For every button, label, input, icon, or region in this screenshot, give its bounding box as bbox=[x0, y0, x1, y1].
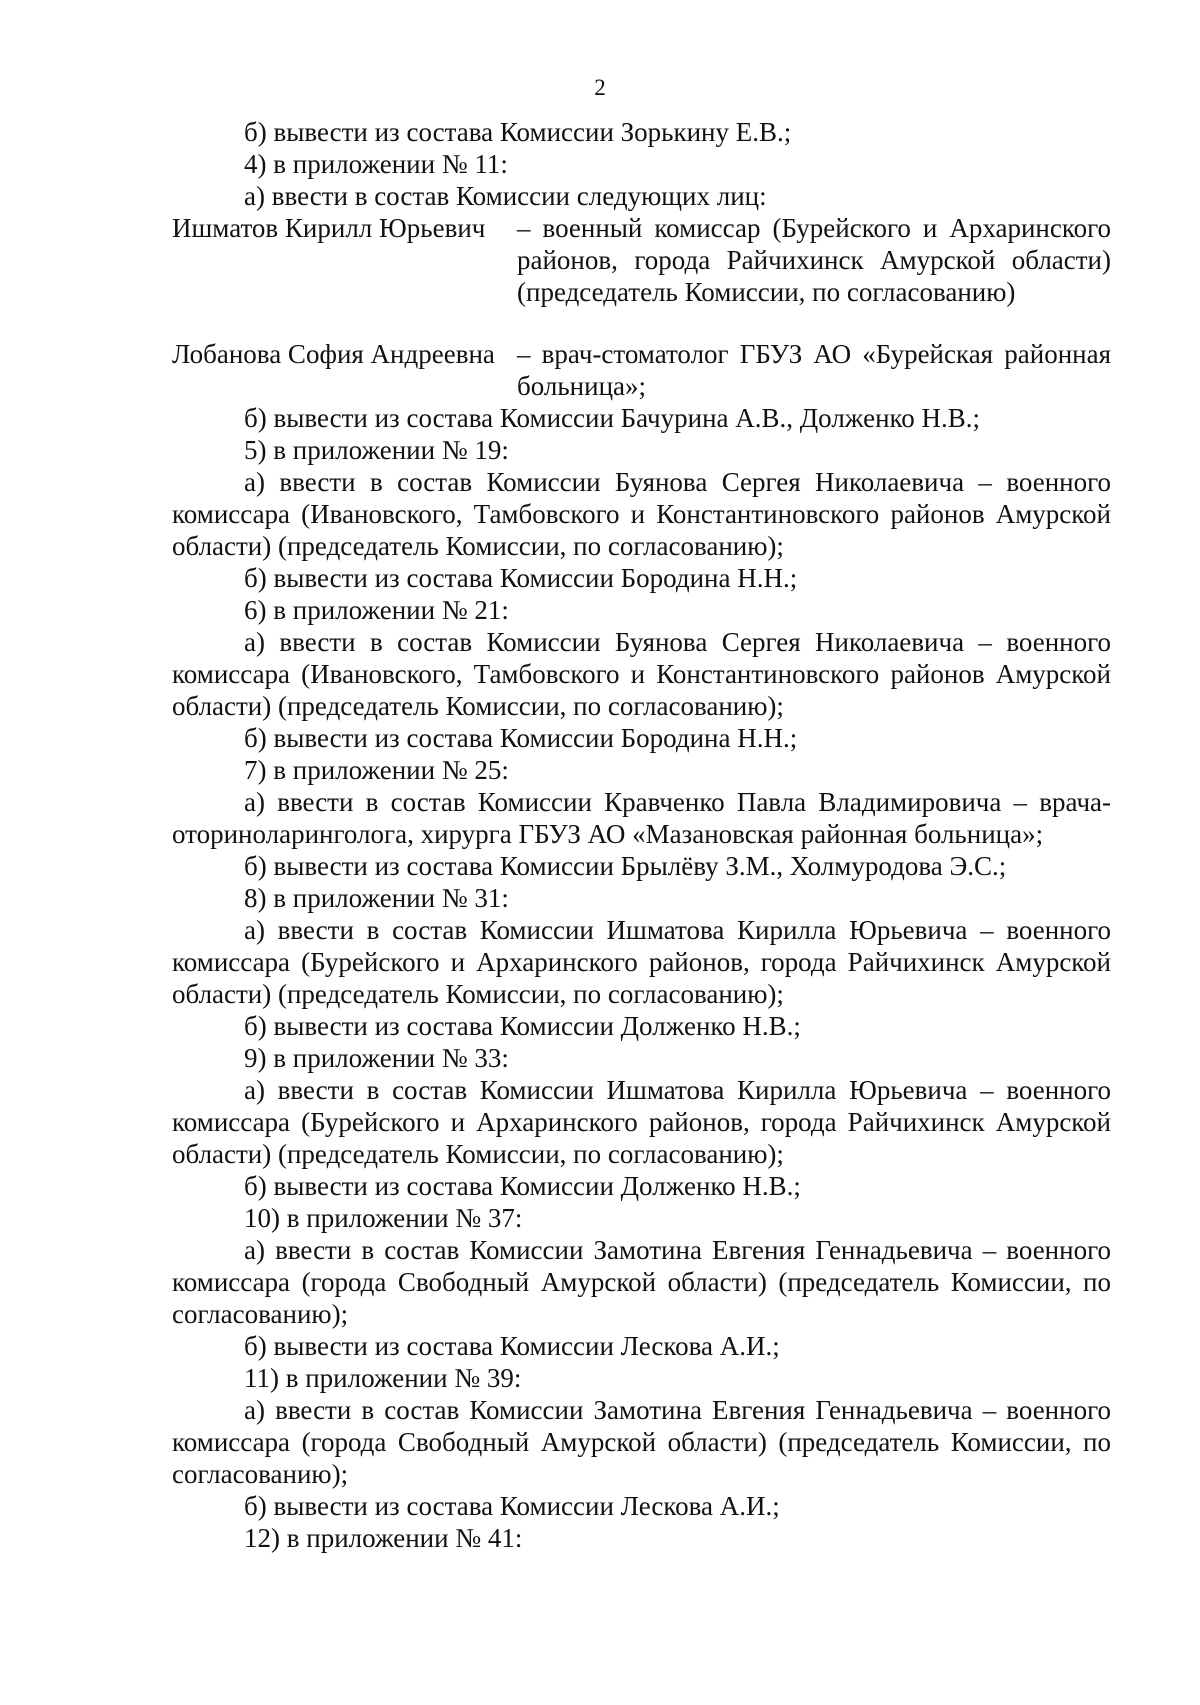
member-role: – врач-стоматолог ГБУЗ АО «Бурейская районная больница»; bbox=[517, 339, 1111, 401]
paragraph: а) ввести в состав Комиссии Буянова Сергея Николаевича – военного комиссара (Ивановского, Тамбовского и Константиновского районов Амурской области) (председатель Комиссии, по согласованию); bbox=[172, 627, 1111, 721]
paragraph: б) вывести из состава Комиссии Бородина Н.Н.; bbox=[244, 563, 798, 593]
paragraph: 10) в приложении № 37: bbox=[244, 1203, 523, 1233]
paragraph: а) ввести в состав Комиссии Буянова Сергея Николаевича – военного комиссара (Ивановского, Тамбовского и Константиновского районов Амурской области) (председатель Комиссии, по согласованию); bbox=[172, 467, 1111, 561]
member-row bbox=[172, 212, 1111, 308]
paragraph: 9) в приложении № 33: bbox=[244, 1043, 509, 1073]
paragraph: а) ввести в состав Комиссии Замотина Евгения Геннадьевича – военного комиссара (города Свободный Амурской области) (председатель Комиссии, по согласованию); bbox=[172, 1235, 1111, 1329]
paragraph: 5) в приложении № 19: bbox=[244, 435, 509, 465]
paragraph: б) вывести из состава Комиссии Бородина Н.Н.; bbox=[244, 723, 798, 753]
member-name: Ишматов Кирилл Юрьевич bbox=[172, 213, 486, 243]
page-number: 2 bbox=[594, 75, 606, 100]
spacer bbox=[172, 308, 1111, 338]
paragraph: 4) в приложении № 11: bbox=[244, 149, 508, 179]
paragraph: б) вывести из состава Комиссии Лескова А.И.; bbox=[244, 1331, 780, 1361]
paragraph: б) вывести из состава Комиссии Долженко Н.В.; bbox=[244, 1011, 801, 1041]
paragraph: б) вывести из состава Комиссии Зорькину Е.В.; bbox=[244, 117, 792, 147]
paragraph: б) вывести из состава Комиссии Бачурина А.В., Долженко Н.В.; bbox=[244, 403, 981, 433]
paragraph: 6) в приложении № 21: bbox=[244, 595, 509, 625]
paragraph: б) вывести из состава Комиссии Лескова А.И.; bbox=[244, 1491, 780, 1521]
paragraph: а) ввести в состав Комиссии Замотина Евгения Геннадьевича – военного комиссара (города Свободный Амурской области) (председатель Комиссии, по согласованию); bbox=[172, 1395, 1111, 1489]
paragraph: 8) в приложении № 31: bbox=[244, 883, 509, 913]
paragraph: а) ввести в состав Комиссии Ишматова Кирилла Юрьевича – военного комиссара (Бурейского и Архаринского районов, города Райчихинск Амурской области) (председатель Комиссии, по согласованию); bbox=[172, 1075, 1111, 1169]
paragraph: 7) в приложении № 25: bbox=[244, 755, 509, 785]
paragraph: 11) в приложении № 39: bbox=[244, 1363, 522, 1393]
member-name: Лобанова София Андреевна bbox=[172, 339, 495, 369]
paragraph: б) вывести из состава Комиссии Долженко Н.В.; bbox=[244, 1171, 801, 1201]
paragraph: а) ввести в состав Комиссии следующих лиц: bbox=[244, 181, 767, 211]
paragraph: а) ввести в состав Комиссии Кравченко Павла Владимировича – врача-оториноларинголога, хирурга ГБУЗ АО «Мазановская районная больница»; bbox=[172, 787, 1111, 849]
paragraph: а) ввести в состав Комиссии Ишматова Кирилла Юрьевича – военного комиссара (Бурейского и Архаринского районов, города Райчихинск Амурской области) (председатель Комиссии, по согласованию); bbox=[172, 915, 1111, 1009]
member-role: – военный комиссар (Бурейского и Архаринского районов, города Райчихинск Амурской области) (председатель Комиссии, по согласованию) bbox=[517, 213, 1111, 307]
document-body bbox=[172, 116, 1111, 1554]
member-row bbox=[172, 338, 1111, 402]
paragraph: б) вывести из состава Комиссии Брылёву З.М., Холмуродова Э.С.; bbox=[244, 851, 1007, 881]
paragraph: 12) в приложении № 41: bbox=[244, 1523, 523, 1553]
